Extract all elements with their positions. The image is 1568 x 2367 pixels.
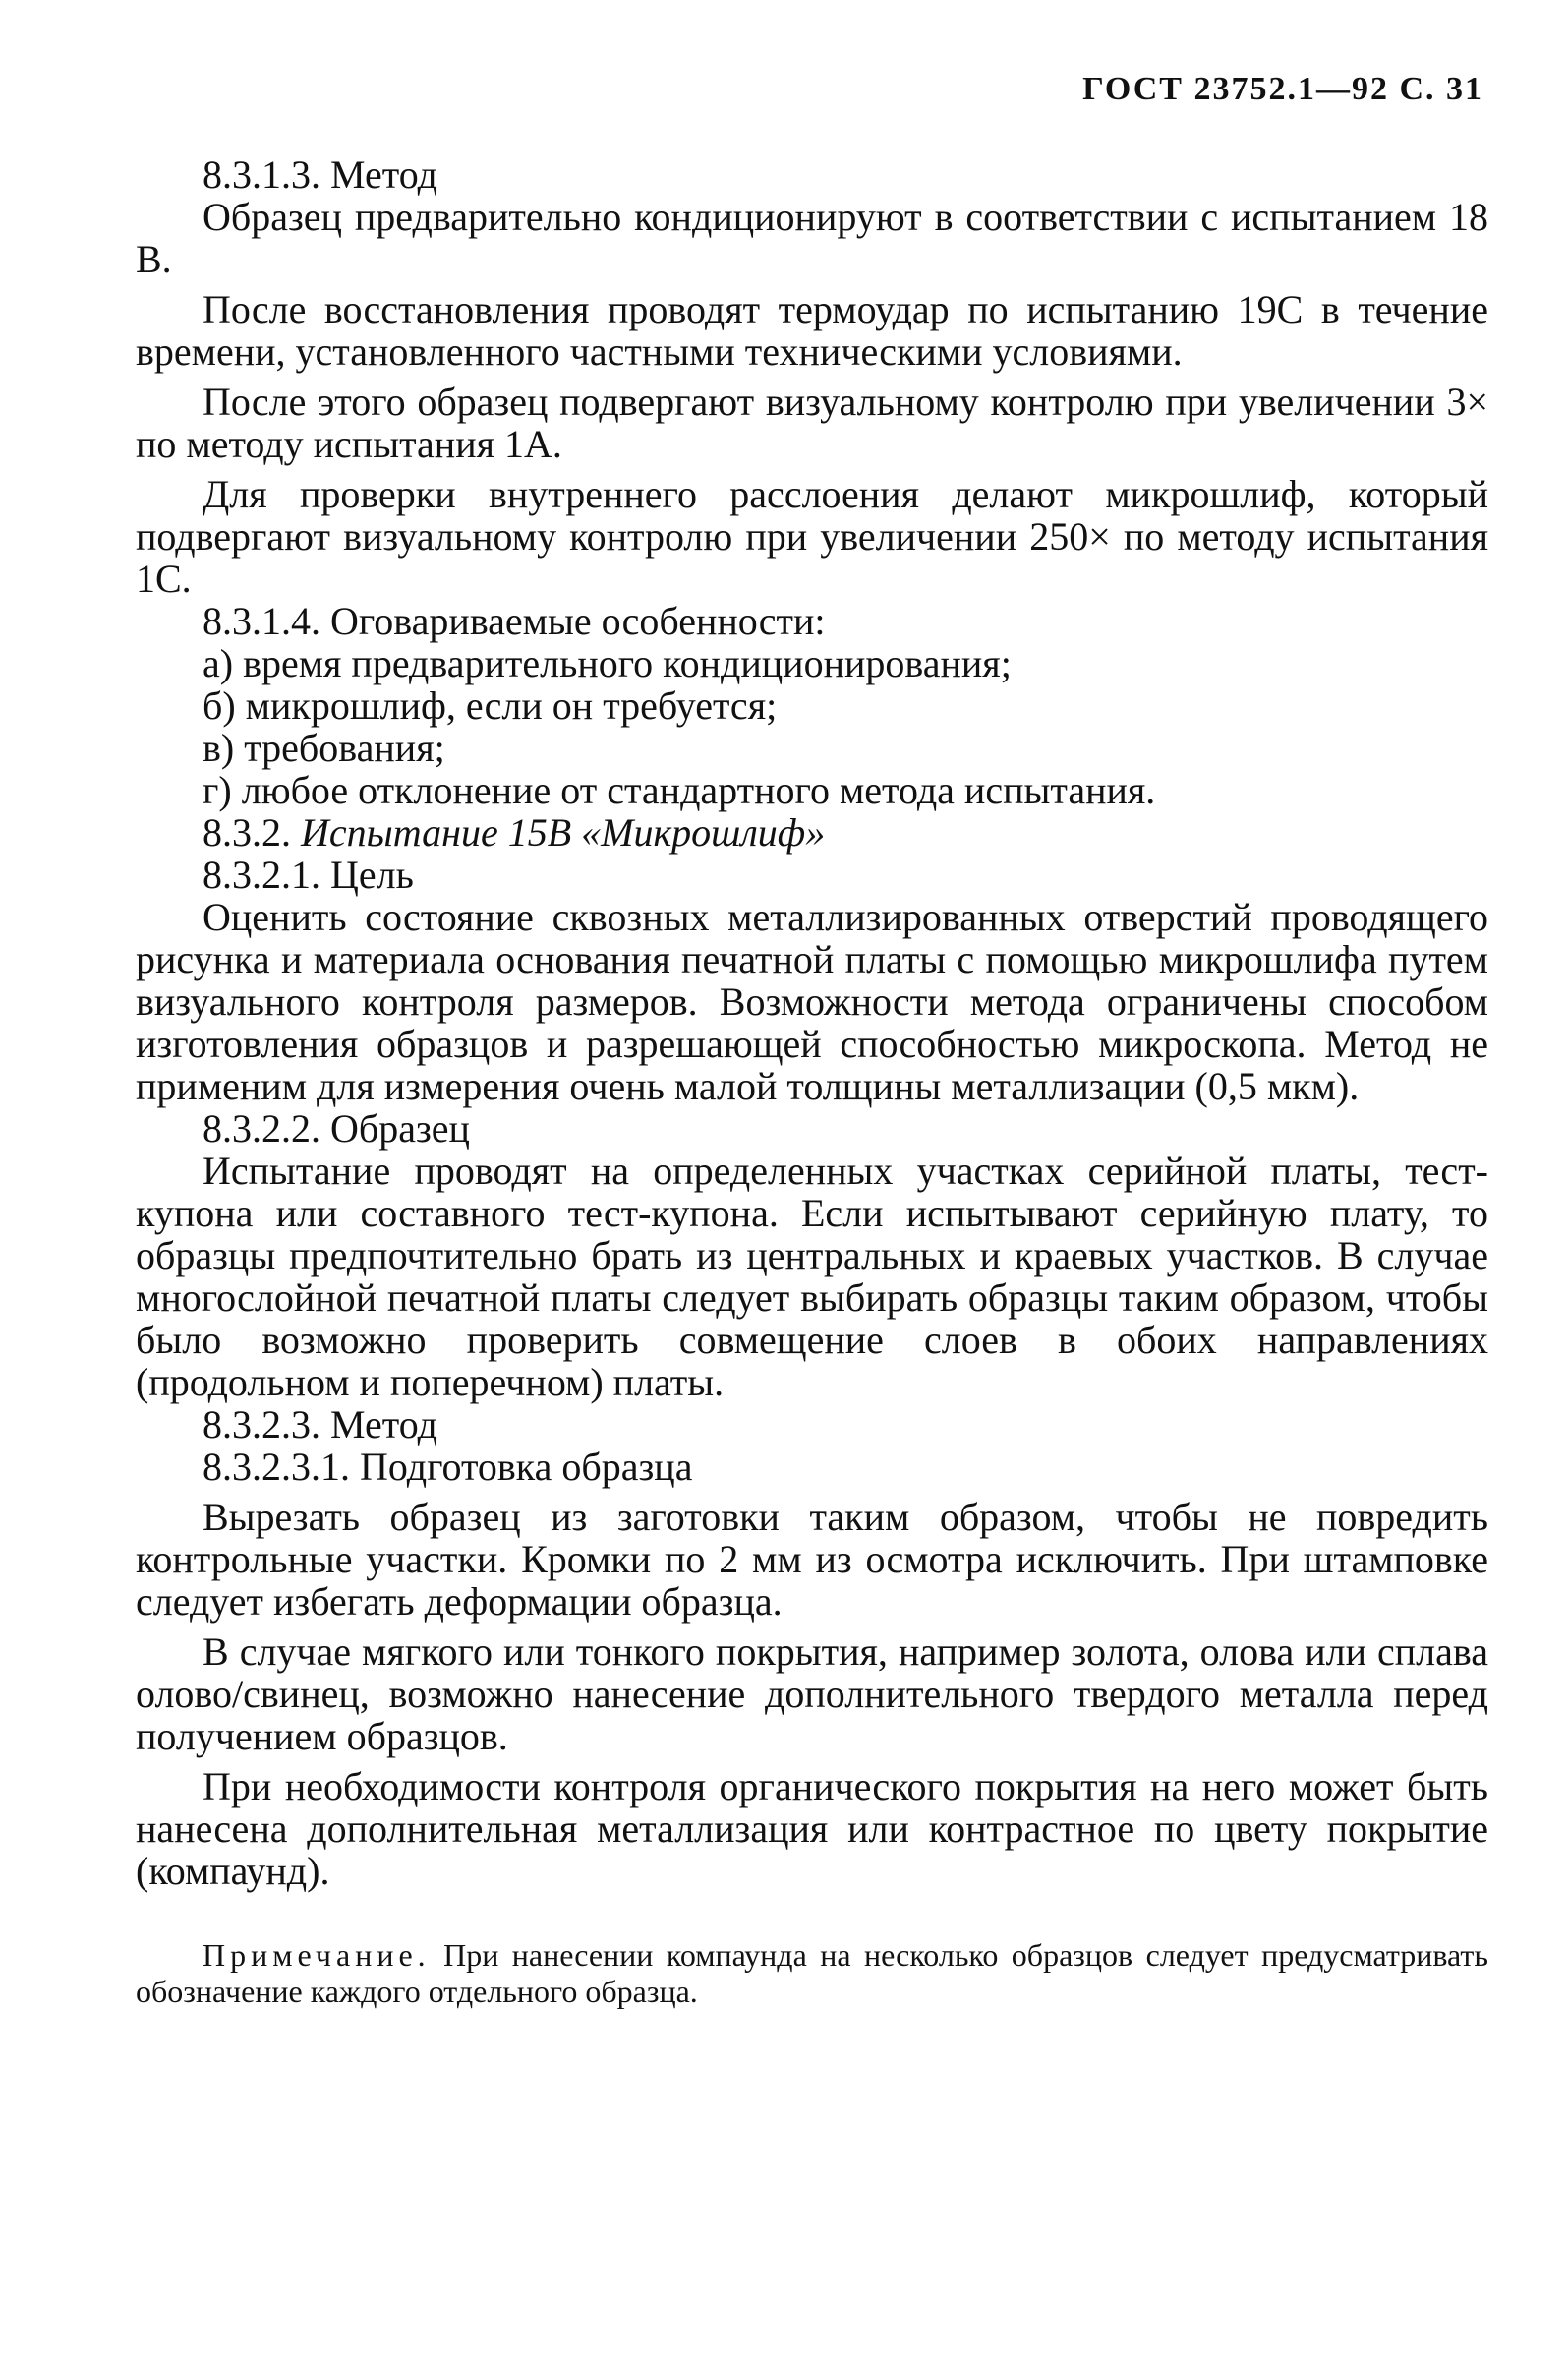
paragraph: При необходимости контроля органического покрытия на него может быть нанесена дополнительная металлизация или контрастное по цвету покрытие (компаунд). xyxy=(136,1764,1488,1893)
section-title: Испытание 15В «Микрошлиф» xyxy=(301,810,826,855)
paragraph: Для проверки внутреннего расслоения делают микрошлиф, который подвергают визуальному контролю при увеличении 250× по методу испытания 1С. xyxy=(136,472,1488,601)
section-heading: 8.3.1.3. Метод xyxy=(203,152,437,197)
section-number: 8.3.2. xyxy=(203,810,291,855)
paragraph: В случае мягкого или тонкого покрытия, например золота, олова или сплава олово/свинец, возможно нанесение дополнительного твердого металла перед получением образцов. xyxy=(136,1629,1488,1758)
list-item: б) микрошлиф, если он требуется; xyxy=(203,683,778,728)
paragraph: Образец предварительно кондиционируют в соответствии с испытанием 18 В. xyxy=(136,195,1488,281)
paragraph: Вырезать образец из заготовки таким образом, чтобы не повредить контрольные участки. Кромки по 2 мм из осмотра исключить. При штамповке следует избегать деформации образца. xyxy=(136,1495,1488,1624)
list-item: в) требования; xyxy=(203,726,445,770)
paragraph: После этого образец подвергают визуальному контролю при увеличении 3× по методу испытания 1А. xyxy=(136,380,1488,466)
list-item: а) время предварительного кондиционирования; xyxy=(203,641,1012,685)
note-label: Примечание. xyxy=(203,1937,431,1973)
section-heading xyxy=(136,811,1488,854)
note-text: При нанесении компаунда на несколько образцов следует предусматривать обозначение каждого отдельного образца. xyxy=(136,1937,1489,2009)
note xyxy=(136,1937,1488,2010)
page-header: ГОСТ 23752.1—92 С. 31 xyxy=(1082,71,1483,107)
paragraph: Оценить состояние сквозных металлизированных отверстий проводящего рисунка и материала основания печатной платы с помощью микрошлифа путем визуального контроля размеров. Возможности метода ограничены способом изготовления образцов и разрешающей способностью микроскопа. Метод не применим для измерения очень малой толщины металлизации (0,5 мкм). xyxy=(136,895,1488,1108)
list-item: г) любое отклонение от стандартного метода испытания. xyxy=(203,768,1156,812)
section-heading: 8.3.2.3.1. Подготовка образца xyxy=(203,1445,693,1489)
section-heading: 8.3.2.1. Цель xyxy=(203,853,414,897)
paragraph: Испытание проводят на определенных участках серийной платы, тест-купона или составного тест-купона. Если испытывают серийную плату, то образцы предпочтительно брать из центральных и краевых участков. В случае многослойной печатной платы следует выбирать образцы таким образом, чтобы было возможно проверить совмещение слоев в обоих направлениях (продольном и поперечном) платы. xyxy=(136,1149,1488,1404)
section-heading: 8.3.1.4. Оговариваемые особенности: xyxy=(203,599,826,643)
document-body xyxy=(136,153,1488,2010)
section-heading: 8.3.2.2. Образец xyxy=(203,1106,470,1151)
paragraph: После восстановления проводят термоудар по испытанию 19С в течение времени, установленного частными техническими условиями. xyxy=(136,287,1488,374)
section-heading: 8.3.2.3. Метод xyxy=(203,1402,437,1447)
